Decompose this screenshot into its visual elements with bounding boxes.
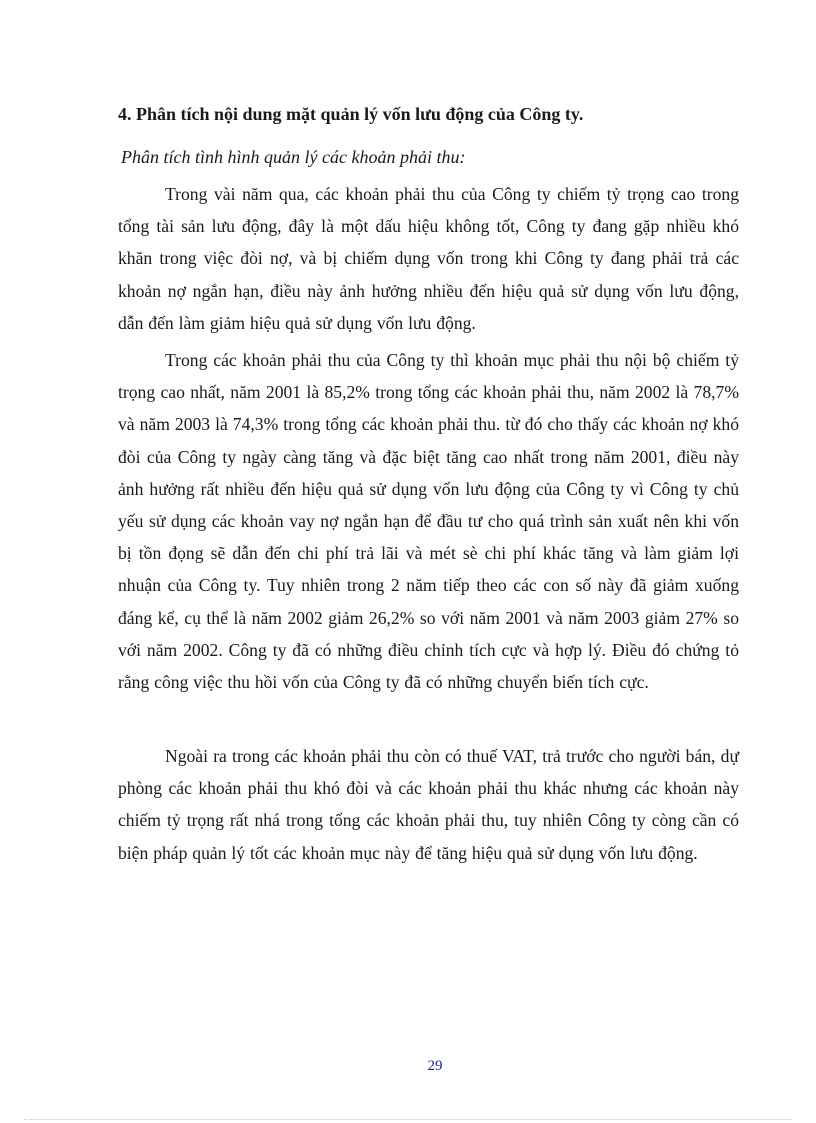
page-number: 29: [427, 1058, 443, 1074]
section-heading: 4. Phân tích nội dung mặt quản lý vốn lưu động của Công ty.: [118, 104, 584, 124]
page-bottom-divider: [24, 1119, 792, 1120]
subsection-heading: Phân tích tình hình quản lý các khoản phải thu:: [121, 147, 466, 167]
body-paragraph-2: Trong các khoản phải thu của Công ty thì khoản mục phải thu nội bộ chiếm tỷ trọng cao nhất, năm 2001 là 85,2% trong tổng các khoản phải thu, năm 2002 là 78,7% và năm 2003 là 74,3% trong tổng các khoản phải thu. từ đó cho thấy các khoản nợ khó đòi của Công ty ngày càng tăng và đặc biệt tăng cao nhất trong năm 2001, điều này ảnh hưởng rất nhiều đến hiệu quả sử dụng vốn lưu động của Công ty vì Công ty chủ yếu sử dụng các khoản vay nợ ngắn hạn để đầu tư cho quá trình sản xuất nên khi vốn bị tồn đọng sẽ dẫn đến chi phí trả lãi và mét sè chi phí khác tăng và làm giảm lợi nhuận của Công ty. Tuy nhiên trong 2 năm tiếp theo các con số này đã giảm xuống đáng kể, cụ thể là năm 2002 giảm 26,2% so với năm 2001 và năm 2003 giảm 27% so với năm 2002. Công ty đã có những điều chỉnh tích cực và hợp lý. Điều đó chứng tỏ rằng công việc thu hồi vốn của Công ty đã có những chuyển biến tích cực.: [118, 350, 739, 693]
body-paragraph-1: Trong vài năm qua, các khoản phải thu của Công ty chiếm tỷ trọng cao trong tổng tài sản lưu động, đây là một dấu hiệu không tốt, Công ty đang gặp nhiều khó khăn trong việc đòi nợ, và bị chiếm dụng vốn trong khi Công ty đang phải trả các khoản nợ ngắn hạn, điều này ảnh hưởng nhiều đến hiệu quả sử dụng vốn lưu động, dẫn đến làm giảm hiệu quả sử dụng vốn lưu động.: [118, 184, 739, 333]
body-paragraph-3: Ngoài ra trong các khoản phải thu còn có thuế VAT, trả trước cho người bán, dự phòng các khoản phải thu khó đòi và các khoản phải thu khác nhưng các khoản này chiếm tỷ trọng rất nhá trong tổng các khoản phải thu, tuy nhiên Công ty còng cần có biện pháp quản lý tốt các khoản mục này để tăng hiệu quả sử dụng vốn lưu động.: [118, 746, 739, 863]
